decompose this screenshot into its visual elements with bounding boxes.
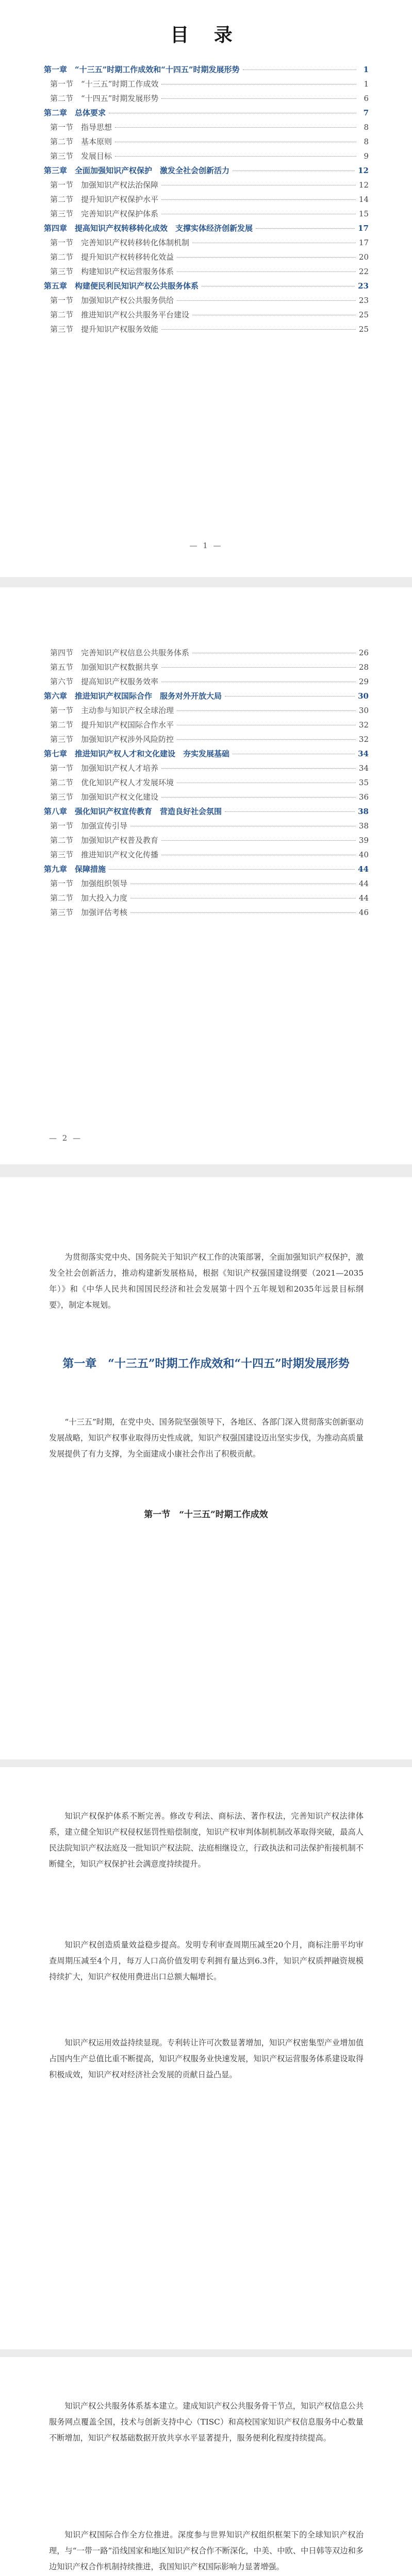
toc-section-entry[interactable]	[44, 707, 369, 721]
toc-entry-label: 第三节 构建知识产权运营服务体系	[50, 267, 174, 276]
toc-entry-label: 第三节 完善知识产权保护体系	[50, 209, 159, 218]
toc-section-entry[interactable]	[44, 851, 369, 866]
toc-page-number: 12	[358, 180, 369, 190]
toc-section-entry[interactable]	[44, 181, 369, 196]
toc-entry-label: 第三节 加强知识产权文化建设	[50, 792, 159, 802]
body-paragraph: 知识产权创造质量效益稳步提高。发明专利审查周期压减至20个月，商标注册平均审查周期压减至4个月，每万人口高价值发明专利拥有量达到6.3件，知识产权质押融资规模持续扩大，知识产权使用费进出口总额大幅增长。	[49, 1940, 364, 1981]
toc-entry-label: 第五节 加强知识产权数据共享	[50, 663, 159, 672]
toc-entry-label: 第七章 推进知识产权人才和文化建设 夯实发展基础	[44, 749, 230, 758]
toc-leader-dots	[177, 710, 356, 711]
toc-page-number: 8	[364, 123, 369, 132]
page-number: — 2 —	[49, 1133, 83, 1143]
body-paragraph: 知识产权保护体系不断完善。修改专利法、商标法、著作权法，完善知识产权法律体系，建立健全知识产权侵权惩罚性赔偿制度，知识产权审判体制机制改革取得突破，最高人民法院知识产权法庭及一批知识产权法院、法庭相继设立，行政执法和司法保护衔接机制不断健全，知识产权保护社会满意度持续提升。	[49, 1811, 364, 1869]
intro-paragraph: 为贯彻落实党中央、国务院关于知识产权工作的决策部署，全面加强知识产权保护，激发全社会创新活力，推动构建新发展格局，根据《知识产权强国建设纲要（2021—2035年）》和《中华人民共和国国民经济和社会发展第十四个五年规划和2035年远景目标纲要》，制定本规划。	[49, 1252, 364, 1310]
section-1-title: 第一节 “十三五”时期工作成效	[144, 1510, 268, 1520]
chapter-1-title: 第一章 “十三五”时期工作成效和“十四五”时期发展形势	[62, 1357, 350, 1370]
toc-chapter-entry[interactable]	[44, 167, 369, 181]
toc-section-entry[interactable]	[44, 880, 369, 894]
toc-section-entry[interactable]	[44, 678, 369, 692]
toc-page-number: 22	[358, 267, 369, 276]
toc-entry-label: 第二节 加强知识产权普及教育	[50, 836, 159, 845]
toc-page-number: 34	[358, 749, 369, 758]
toc-section-entry[interactable]	[44, 822, 369, 837]
toc-page-number: 14	[358, 195, 369, 204]
body-page-5	[0, 2357, 412, 2576]
toc-page-number: 32	[358, 735, 369, 744]
toc-page-1	[0, 0, 412, 577]
toc-chapter-entry[interactable]	[44, 66, 369, 80]
toc-section-entry[interactable]	[44, 297, 369, 311]
toc-entry-label: 第一节 加强宣传引导	[50, 821, 128, 831]
toc-entry-label: 第一节 加强知识产权法治保障	[50, 180, 159, 190]
toc-chapter-entry[interactable]	[44, 109, 369, 124]
toc-leader-dots	[109, 869, 355, 870]
toc-entry-label: 第三节 提升知识产权服务效能	[50, 325, 159, 334]
toc-page-number: 26	[358, 648, 369, 657]
toc-entry-label: 第六节 提高知识产权服务效率	[50, 677, 159, 686]
toc-entry-label: 第一节 加强知识产权公共服务供给	[50, 296, 174, 305]
toc-section-entry[interactable]	[44, 765, 369, 779]
toc-page-number: 8	[364, 137, 369, 146]
toc-entry-label: 第二节 提升知识产权转移转化效益	[50, 252, 174, 262]
toc-entry-label: 第二节 “十四五”时期发展形势	[50, 94, 159, 103]
toc-section-entry[interactable]	[44, 311, 369, 326]
toc-entry-label: 第一章 “十三五”时期工作成效和“十四五”时期发展形势	[44, 65, 240, 74]
toc-page-number: 46	[358, 908, 369, 917]
page-number: — 1 —	[189, 541, 223, 550]
toc-section-entry[interactable]	[44, 95, 369, 109]
toc-page-number: 15	[358, 209, 369, 218]
toc-entry-label: 第一节 主动参与知识产权全球治理	[50, 706, 174, 715]
toc-page-number: 32	[358, 720, 369, 730]
toc-page-2	[0, 587, 412, 1164]
toc-leader-dots	[177, 257, 356, 258]
toc-page-number: 1	[363, 65, 369, 74]
toc-entry-label: 第一节 指导思想	[50, 123, 112, 132]
toc-entry-label: 第八章 强化知识产权宣传教育 营造良好社会氛围	[44, 807, 222, 816]
toc-page-number: 1	[364, 79, 369, 89]
toc-page-number: 25	[358, 325, 369, 334]
toc-leader-dots	[177, 300, 356, 301]
toc-page-number: 12	[358, 166, 369, 175]
toc-page-number: 29	[358, 677, 369, 686]
toc-entry-label: 第三节 加强评估考核	[50, 908, 128, 917]
toc-page-number: 17	[358, 238, 369, 247]
toc-entry-label: 第二节 基本原则	[50, 137, 112, 146]
toc-chapter-entry[interactable]	[44, 225, 369, 239]
toc-entry-label: 第九章 保障措施	[44, 865, 106, 874]
toc-page-number: 25	[358, 310, 369, 319]
toc-chapter-entry[interactable]	[44, 282, 369, 297]
toc-page-number: 39	[358, 836, 369, 845]
toc-section-entry[interactable]	[44, 80, 369, 95]
toc-section-entry[interactable]	[44, 268, 369, 282]
toc-section-entry[interactable]	[44, 909, 369, 923]
toc-page-number: 30	[358, 691, 369, 701]
toc-leader-dots	[225, 696, 355, 697]
toc-entry-label: 第一节 加强知识产权人才培养	[50, 764, 159, 773]
toc-entry-label: 第五章 构建便民利民知识产权公共服务体系	[44, 281, 199, 291]
toc-chapter-entry[interactable]	[44, 808, 369, 822]
toc-leader-dots	[115, 127, 356, 128]
toc-chapter-entry[interactable]	[44, 750, 369, 765]
body-paragraph: 知识产权国际合作全方位推进。深度参与世界知识产权组织框架下的全球知识产权治理，与“一带一路”沿线国家和地区知识产权合作不断深化，中美、中欧、中日韩等双边和多边知识产权合作机制持续推进，我国知识产权国际影响力显著增强。	[49, 2530, 364, 2571]
toc-leader-dots	[161, 797, 356, 798]
toc-title: 目 录	[170, 24, 242, 46]
body-paragraph: 知识产权运用效益持续显现。专利转让许可次数显著增加，知识产权密集型产业增加值占国内生产总值比重不断提高，知识产权服务业快速发展，知识产权运营服务体系建设取得积极成效，知识产权对经济社会发展的贡献日益凸显。	[49, 2038, 364, 2079]
toc-section-entry[interactable]	[44, 837, 369, 851]
toc-section-entry[interactable]	[44, 152, 369, 167]
toc-page-number: 6	[364, 94, 369, 103]
body-page-3	[0, 1177, 412, 1759]
toc-page-number: 7	[363, 108, 369, 117]
toc-leader-dots	[130, 912, 356, 913]
toc-page-number: 44	[358, 879, 369, 888]
toc-entry-label: 第三节 发展目标	[50, 151, 112, 161]
body-paragraph: “十三五”时期，在党中央、国务院坚强领导下，各地区、各部门深入贯彻落实创新驱动发展战略，知识产权事业取得历史性成就，知识产权强国建设迈出坚实步伐，为推动高质量发展提供了有力支撑，为全面建成小康社会作出了积极贡献。	[49, 1417, 364, 1459]
toc-section-entry[interactable]	[44, 326, 369, 340]
toc-section-entry[interactable]	[44, 894, 369, 909]
toc-leader-dots	[161, 98, 356, 99]
toc-leader-dots	[130, 898, 356, 899]
toc-entry-label: 第二节 推进知识产权公共服务平台建设	[50, 310, 190, 319]
toc-entry-label: 第二节 提升知识产权保护水平	[50, 195, 159, 204]
toc-leader-dots	[256, 228, 355, 229]
toc-entry-label: 第六章 推进知识产权国际合作 服务对外开放大局	[44, 691, 222, 701]
toc-page-number: 9	[364, 151, 369, 161]
toc-page-number: 36	[358, 792, 369, 802]
toc-leader-dots	[161, 199, 356, 200]
toc-leader-dots	[115, 156, 356, 157]
toc-section-entry[interactable]	[44, 736, 369, 750]
toc-page-number: 38	[358, 821, 369, 831]
toc-leader-dots	[161, 768, 356, 769]
toc-page-number: 34	[358, 764, 369, 773]
toc-leader-dots	[161, 840, 356, 841]
toc-section-entry[interactable]	[44, 239, 369, 253]
toc-page-number: 17	[358, 224, 369, 233]
toc-entry-label: 第三章 全面加强知识产权保护 激发全社会创新活力	[44, 166, 230, 175]
toc-entry-label: 第二节 优化知识产权人才发展环境	[50, 778, 174, 787]
toc-section-entry[interactable]	[44, 138, 369, 152]
toc-section-entry[interactable]	[44, 196, 369, 210]
toc-section-entry[interactable]	[44, 793, 369, 808]
toc-section-entry[interactable]	[44, 253, 369, 268]
toc-entry-label: 第三节 推进知识产权文化传播	[50, 850, 159, 859]
toc-leader-dots	[161, 329, 356, 330]
toc-page-number: 38	[358, 807, 369, 816]
toc-entry-label: 第二章 总体要求	[44, 108, 106, 117]
toc-entry-label: 第三节 加强知识产权涉外风险防控	[50, 735, 174, 744]
toc-entry-label: 第四节 完善知识产权信息公共服务体系	[50, 648, 190, 657]
toc-section-entry[interactable]	[44, 124, 369, 138]
toc-section-entry[interactable]	[44, 210, 369, 225]
toc-section-entry[interactable]	[44, 649, 369, 664]
toc-entry-label: 第四章 提高知识产权转移转化成效 支撑实体经济创新发展	[44, 224, 253, 233]
body-paragraph: 知识产权公共服务体系基本建立。建成知识产权公共服务骨干节点，知识产权信息公共服务网点覆盖全国，技术与创新支持中心（TISC）和高校国家知识产权信息服务中心数量不断增加，知识产权基础数据开放共享水平显著提升，服务便利化程度持续提高。	[49, 2401, 364, 2443]
toc-page-number: 44	[358, 865, 369, 874]
toc-leader-dots	[225, 811, 355, 812]
toc-page-number: 23	[358, 281, 369, 291]
toc-page-number: 23	[358, 296, 369, 305]
toc-entry-label: 第二节 提升知识产权国际合作水平	[50, 720, 174, 730]
toc-page-number: 35	[358, 778, 369, 787]
toc-page-number: 28	[358, 663, 369, 672]
toc-list	[44, 649, 369, 923]
toc-entry-label: 第一节 “十三五”时期工作成效	[50, 79, 159, 89]
toc-entry-label: 第一节 加强组织领导	[50, 879, 128, 888]
toc-chapter-entry[interactable]	[44, 692, 369, 707]
toc-page-number: 20	[358, 252, 369, 262]
toc-leader-dots	[177, 739, 356, 740]
toc-section-entry[interactable]	[44, 721, 369, 736]
toc-chapter-entry[interactable]	[44, 866, 369, 880]
toc-entry-label: 第二节 加大投入力度	[50, 893, 128, 903]
toc-list	[44, 66, 369, 340]
toc-page-number: 44	[358, 893, 369, 903]
toc-leader-dots	[161, 667, 356, 668]
toc-page-number: 30	[358, 706, 369, 715]
toc-section-entry[interactable]	[44, 664, 369, 678]
body-page-4	[0, 1767, 412, 2349]
toc-section-entry[interactable]	[44, 779, 369, 793]
toc-page-number: 40	[358, 850, 369, 859]
toc-entry-label: 第一节 完善知识产权转移转化体制机制	[50, 238, 190, 247]
